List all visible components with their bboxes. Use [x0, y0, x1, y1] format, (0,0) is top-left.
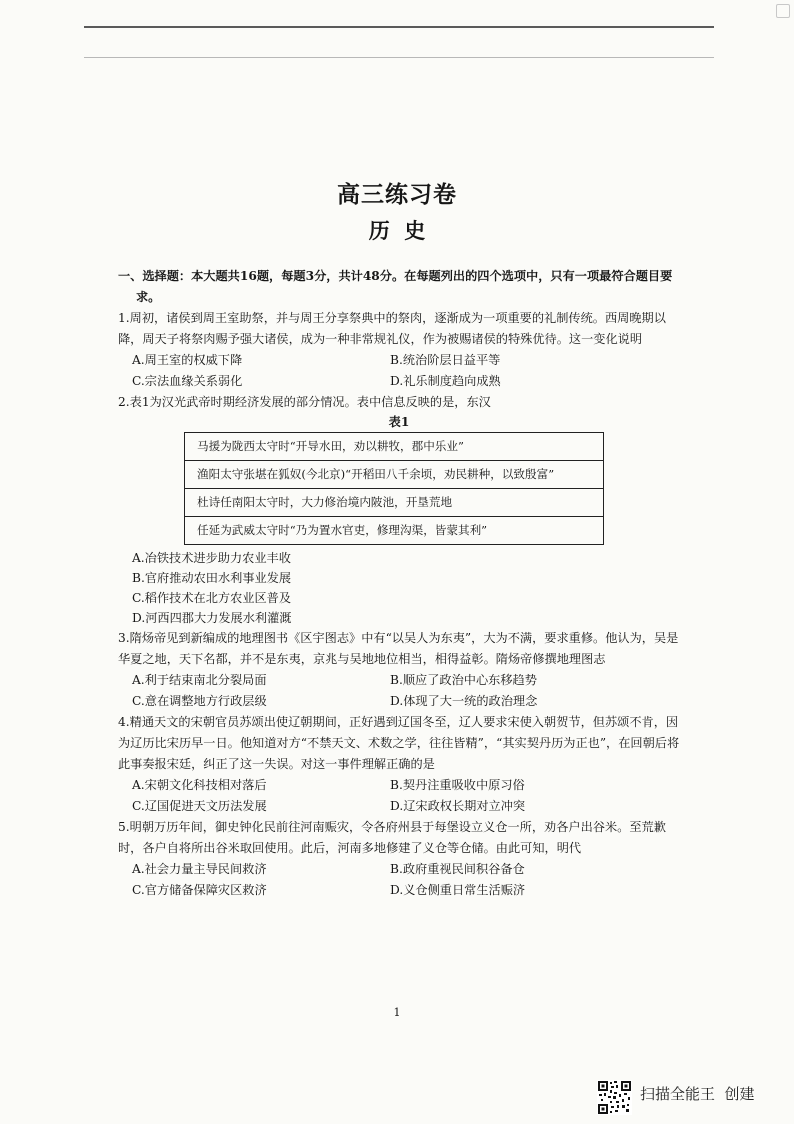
option-c: C.宗法血缘关系弱化 [132, 374, 243, 388]
option-d: D.义仓侧重日常生活赈济 [390, 883, 526, 897]
option-d: D.辽宋政权长期对立冲突 [390, 799, 526, 813]
option-d: D.礼乐制度趋向成熟 [390, 374, 501, 388]
option-b: B.政府重视民间积谷备仓 [390, 862, 525, 876]
options [118, 775, 680, 817]
question-2 [118, 392, 680, 628]
options [118, 350, 680, 392]
exam-title: 高三练习卷 [337, 181, 457, 208]
option-c: C.辽国促进天文历法发展 [132, 799, 267, 813]
option-c: C.稻作技术在北方农业区普及 [132, 591, 292, 605]
corner-mark [776, 4, 790, 18]
exam-content [118, 266, 680, 901]
option-d: D.体现了大一统的政治理念 [390, 694, 538, 708]
option-a: A.利于结束南北分裂局面 [132, 673, 267, 687]
option-d: D.河西四郡大力发展水利灌溉 [132, 611, 292, 625]
data-table [184, 432, 604, 545]
question-4 [118, 712, 680, 817]
question-stem: 2.表1为汉光武帝时期经济发展的部分情况。表中信息反映的是，东汉 [118, 395, 491, 409]
table-cell: 杜诗任南阳太守时，大力修治境内陂池，开垦荒地 [185, 489, 604, 517]
option-c: C.意在调整地方行政层级 [132, 694, 267, 708]
question-5 [118, 817, 680, 901]
option-b: B.契丹注重吸收中原习俗 [390, 778, 525, 792]
option-a: A.宋朝文化科技相对落后 [132, 778, 267, 792]
table-cell: 任延为武威太守时“乃为置水官吏，修理沟渠，皆蒙其利” [185, 517, 604, 545]
option-c: C.官方储备保障灾区救济 [132, 883, 267, 897]
option-a: A.冶铁技术进步助力农业丰收 [132, 551, 291, 565]
qr-code-icon [597, 1080, 632, 1115]
table-cell: 渔阳太守张堪在狐奴(今北京)“开稻田八千余顷，劝民耕种，以致殷富” [185, 461, 604, 489]
table-cell: 马援为陇西太守时“开导水田，劝以耕牧，郡中乐业” [185, 433, 604, 461]
options [118, 859, 680, 901]
option-b: B.顺应了政治中心东移趋势 [390, 673, 537, 687]
table-caption: 表1 [388, 415, 410, 429]
options [118, 670, 680, 712]
question-stem: 5.明朝万历年间，御史钟化民前往河南赈灾，令各府州县于每堡设立义仓一所，劝各户出谷米。至荒歉时，各户自将所出谷米取回使用。此后，河南多地修建了义仓等仓储。由此可知，明代 [118, 820, 666, 855]
question-stem: 3.隋炀帝见到新编成的地理图书《区宇图志》中有“以吴人为东夷”，大为不满，要求重修。他认为，吴是华夏之地，天下名都，并不是东夷，京兆与吴地地位相当，相得益彰。隋炀帝修撰地理图志 [118, 631, 679, 666]
header-rule-bottom [84, 57, 714, 58]
subject-title: 历 史 [368, 218, 426, 243]
table-row [185, 461, 604, 489]
header-rule-top [84, 26, 714, 28]
table-row [185, 433, 604, 461]
option-b: B.统治阶层日益平等 [390, 353, 501, 367]
table-row [185, 489, 604, 517]
option-a: A.社会力量主导民间救济 [132, 862, 267, 876]
option-a: A.周王室的权威下降 [132, 353, 243, 367]
options [118, 548, 680, 628]
question-3 [118, 628, 680, 712]
option-b: B.官府推动农田水利事业发展 [132, 571, 292, 585]
question-1 [118, 308, 680, 392]
question-stem: 1.周初，诸侯到周王室助祭，并与周王分享祭典中的祭肉，逐渐成为一项重要的礼制传统。西周晚期以降，周天子将祭肉赐予强大诸侯，成为一种非常规礼仪，作为被赐诸侯的特殊优待。这一变化说明 [118, 311, 666, 346]
scanner-watermark: 扫描全能王 创建 [640, 1085, 755, 1103]
page-number: 1 [393, 1006, 401, 1019]
question-stem: 4.精通天文的宋朝官员苏颂出使辽朝期间，正好遇到辽国冬至，辽人要求宋使入朝贺节，但苏颂不肯，因为辽历比宋历早一日。他知道对方“不禁天文、术数之学，往往皆精”，“其实契丹历为正也”，在回朝后将此事奏报宋廷，纠正了这一失误。对这一事件理解正确的是 [118, 715, 680, 771]
table-row [185, 517, 604, 545]
section-heading: 一、选择题：本大题共16题，每题3分，共计48分。在每题列出的四个选项中，只有一项最符合题目要求。 [118, 269, 673, 304]
